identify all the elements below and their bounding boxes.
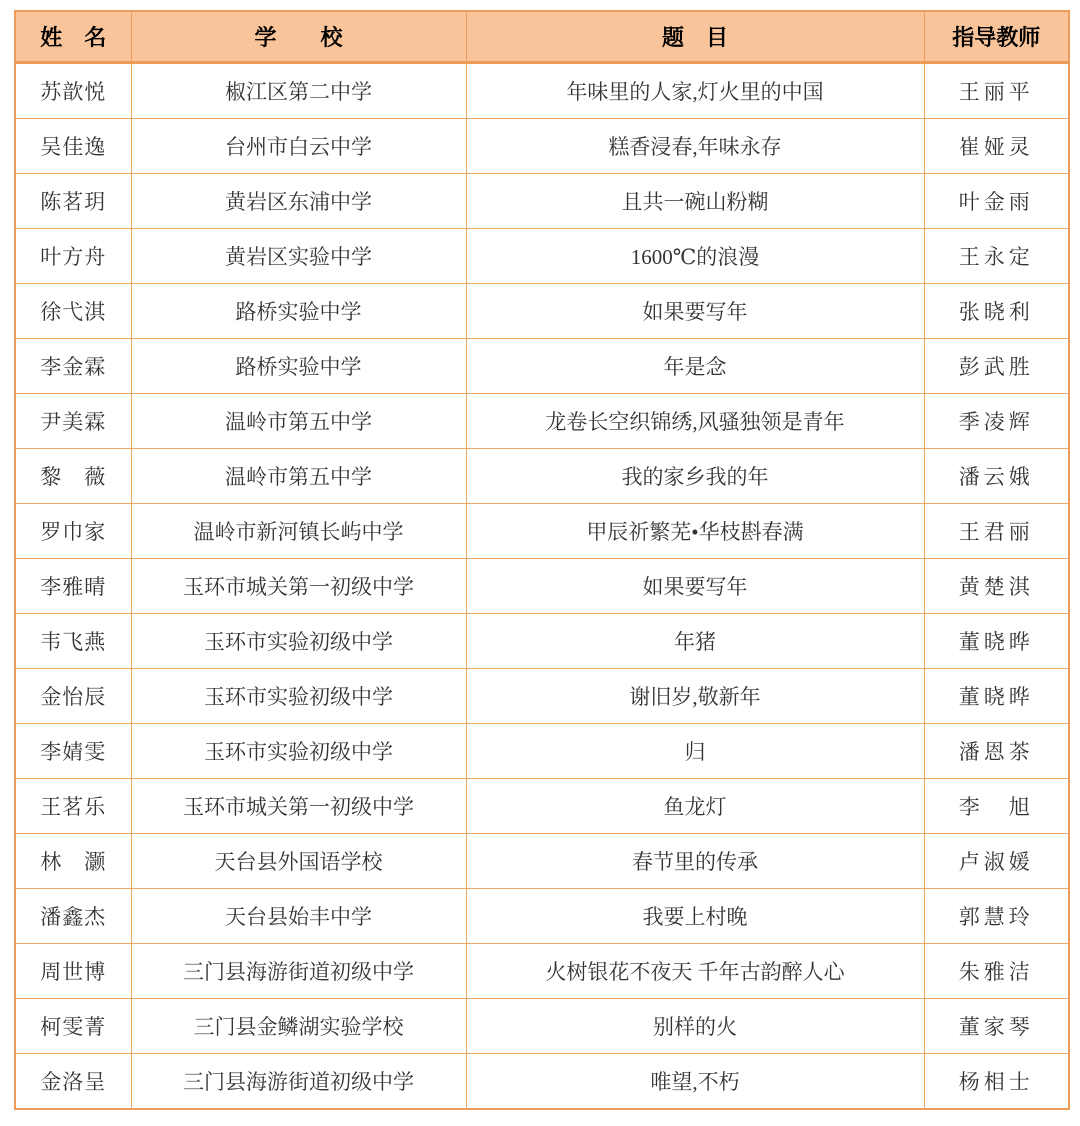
cell-school: 路桥实验中学 [131,284,466,339]
cell-school: 三门县海游街道初级中学 [131,944,466,999]
table-row [15,944,1069,999]
table-row [15,174,1069,229]
cell-name: 叶方舟 [15,229,131,284]
table-row [15,229,1069,284]
cell-name: 苏歆悦 [15,63,131,119]
cell-school: 三门县金鳞湖实验学校 [131,999,466,1054]
table-row [15,669,1069,724]
cell-school: 玉环市城关第一初级中学 [131,779,466,834]
cell-teacher: 董晓晔 [924,614,1069,669]
cell-school: 玉环市实验初级中学 [131,669,466,724]
table-row [15,559,1069,614]
column-header-school: 学 校 [131,11,466,63]
cell-teacher: 杨相士 [924,1054,1069,1110]
cell-name: 金洛呈 [15,1054,131,1110]
cell-teacher: 卢淑媛 [924,834,1069,889]
table-row [15,834,1069,889]
cell-school: 温岭市第五中学 [131,449,466,504]
table-row [15,999,1069,1054]
cell-school: 路桥实验中学 [131,339,466,394]
cell-title: 龙卷长空织锦绣,风骚独领是青年 [466,394,924,449]
cell-school: 椒江区第二中学 [131,63,466,119]
cell-name: 李雅晴 [15,559,131,614]
cell-name: 吴佳逸 [15,119,131,174]
cell-school: 黄岩区实验中学 [131,229,466,284]
column-header-name: 姓 名 [15,11,131,63]
table-row [15,504,1069,559]
table-row [15,889,1069,944]
cell-teacher: 王永定 [924,229,1069,284]
cell-school: 温岭市第五中学 [131,394,466,449]
cell-title: 鱼龙灯 [466,779,924,834]
cell-teacher: 王君丽 [924,504,1069,559]
cell-title: 我要上村晚 [466,889,924,944]
cell-title: 如果要写年 [466,559,924,614]
cell-school: 玉环市实验初级中学 [131,614,466,669]
cell-title: 谢旧岁,敬新年 [466,669,924,724]
table-row [15,119,1069,174]
column-header-title: 题 目 [466,11,924,63]
cell-teacher: 王丽平 [924,63,1069,119]
cell-name: 林 灏 [15,834,131,889]
cell-school: 天台县始丰中学 [131,889,466,944]
cell-title: 唯望,不朽 [466,1054,924,1110]
cell-name: 王茗乐 [15,779,131,834]
cell-title: 春节里的传承 [466,834,924,889]
cell-name: 罗巾家 [15,504,131,559]
cell-teacher: 李 旭 [924,779,1069,834]
cell-school: 黄岩区东浦中学 [131,174,466,229]
table-row [15,284,1069,339]
table-body [15,63,1069,1110]
table-row [15,614,1069,669]
cell-name: 潘鑫杰 [15,889,131,944]
table-row [15,449,1069,504]
cell-title: 1600℃的浪漫 [466,229,924,284]
table-header [15,11,1069,63]
cell-teacher: 潘恩茶 [924,724,1069,779]
cell-school: 三门县海游街道初级中学 [131,1054,466,1110]
cell-teacher: 叶金雨 [924,174,1069,229]
cell-name: 徐弋淇 [15,284,131,339]
header-row [15,11,1069,63]
cell-name: 尹美霖 [15,394,131,449]
table-row [15,779,1069,834]
cell-title: 归 [466,724,924,779]
cell-teacher: 郭慧玲 [924,889,1069,944]
cell-name: 黎 薇 [15,449,131,504]
cell-name: 柯雯菁 [15,999,131,1054]
cell-school: 玉环市城关第一初级中学 [131,559,466,614]
cell-school: 玉环市实验初级中学 [131,724,466,779]
cell-school: 天台县外国语学校 [131,834,466,889]
cell-teacher: 崔娅灵 [924,119,1069,174]
table-row [15,1054,1069,1110]
cell-title: 我的家乡我的年 [466,449,924,504]
table-row [15,339,1069,394]
cell-school: 台州市白云中学 [131,119,466,174]
cell-teacher: 董晓晔 [924,669,1069,724]
column-header-teacher: 指导教师 [924,11,1069,63]
cell-teacher: 董家琴 [924,999,1069,1054]
table-row [15,394,1069,449]
cell-name: 周世博 [15,944,131,999]
table-row [15,63,1069,119]
cell-teacher: 潘云娥 [924,449,1069,504]
cell-name: 李金霖 [15,339,131,394]
cell-name: 金怡辰 [15,669,131,724]
cell-name: 李婧雯 [15,724,131,779]
award-list-table [14,10,1070,1110]
cell-name: 韦飞燕 [15,614,131,669]
cell-teacher: 季凌辉 [924,394,1069,449]
cell-title: 且共一碗山粉糊 [466,174,924,229]
cell-title: 别样的火 [466,999,924,1054]
cell-title: 如果要写年 [466,284,924,339]
cell-title: 年是念 [466,339,924,394]
cell-title: 甲辰祈繁芜•华枝斟春满 [466,504,924,559]
cell-school: 温岭市新河镇长屿中学 [131,504,466,559]
cell-title: 糕香浸春,年味永存 [466,119,924,174]
cell-teacher: 黄楚淇 [924,559,1069,614]
cell-teacher: 朱雅洁 [924,944,1069,999]
cell-name: 陈茗玥 [15,174,131,229]
cell-title: 火树银花不夜天 千年古韵醉人心 [466,944,924,999]
cell-teacher: 彭武胜 [924,339,1069,394]
table-row [15,724,1069,779]
cell-title: 年猪 [466,614,924,669]
cell-teacher: 张晓利 [924,284,1069,339]
cell-title: 年味里的人家,灯火里的中国 [466,63,924,119]
